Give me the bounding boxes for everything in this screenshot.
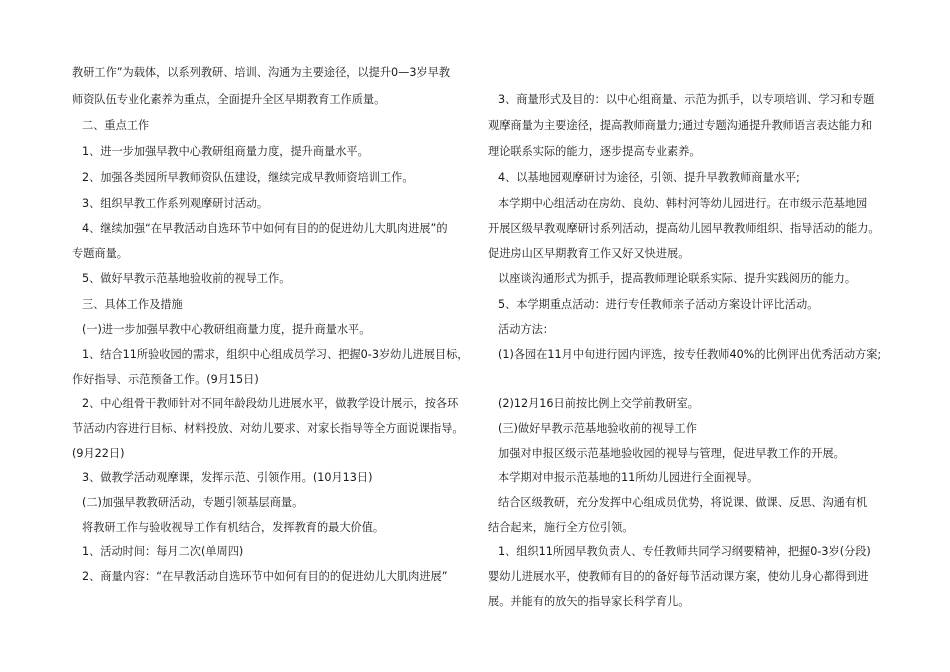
text-line: 1、结合11所验收园的需求，组织中心组成员学习、把握0-3岁幼儿进展目标， <box>82 348 469 361</box>
text-line: 专题商量。 <box>72 247 128 260</box>
text-line: 活动方法： <box>498 323 554 336</box>
text-line: 1、进一步加强早教中心教研组商量力度，提升商量水平。 <box>82 145 369 158</box>
subsection-heading: (一)进一步加强早教中心教研组商量力度，提升商量水平。 <box>82 323 371 336</box>
text-line: 促进房山区早期教育工作又好又快进展。 <box>488 247 690 260</box>
text-line: 2、商量内容：“在早教活动自选环节中如何有目的的促进幼儿大肌肉进展” <box>82 570 448 583</box>
text-line: 2、加强各类园所早教师资队伍建设，继续完成早教师资培训工作。 <box>82 171 414 184</box>
text-line: 加强对申报区级示范基地验收园的视导与管理，促进早教工作的开展。 <box>498 447 845 460</box>
text-line: 以座谈沟通形式为抓手，提高教师理论联系实际、提升实践阅历的能力。 <box>498 272 857 285</box>
text-line: 4、以基地园观摩研讨为途径，引领、提升早教教师商量水平; <box>498 171 800 184</box>
text-line: 师资队伍专业化素养为重点，全面提升全区早期教育工作质量。 <box>72 93 386 106</box>
text-line: 婴幼儿进展水平，使教师有目的的备好每节活动课方案，使幼儿身心都得到进 <box>488 570 869 583</box>
text-line: 结合区级教研，充分发挥中心组成员优势，将说课、做课、反思、沟通有机 <box>498 496 868 509</box>
text-line: 节活动内容进行目标、材料投放、对幼儿要求、对家长指导等全方面说课指导。 <box>72 422 464 435</box>
subsection-heading: (三)做好早教示范基地验收前的视导工作 <box>498 422 697 435</box>
text-line: 结合起来，施行全方位引领。 <box>488 521 634 534</box>
text-line: 教研工作”为载体，以系列教研、培训、沟通为主要途径，以提升0—3岁早教 <box>72 66 451 79</box>
text-line: 观摩商量为主要途径，提高教师商量力;通过专题沟通提升教师语言表达能力和 <box>488 119 873 132</box>
text-line: 开展区级早教观摩研讨系列活动，提高幼儿园早教教师组织、指导活动的能力。 <box>488 222 880 235</box>
text-line: 1、活动时间：每月二次(单周四) <box>82 545 244 558</box>
section-heading: 二、重点工作 <box>82 119 150 132</box>
text-line: 将教研工作与验收视导工作有机结合，发挥教育的最大价值。 <box>82 521 385 534</box>
text-line: 3、商量形式及目的：以中心组商量、示范为抓手，以专项培训、学习和专题 <box>498 93 875 106</box>
text-line: 理论联系实际的能力，逐步提高专业素养。 <box>488 145 701 158</box>
text-line: (1)各园在11月中旬进行园内评选，按专任教师40%的比例评出优秀活动方案; <box>498 348 882 361</box>
text-line: 4、继续加强“在早教活动自选环节中如何有目的的促进幼儿大肌肉进展”的 <box>82 222 448 235</box>
text-line: 1、组织11所园早教负责人、专任教师共同学习纲要精神，把握0-3岁(分段) <box>498 545 871 558</box>
text-line: 本学期中心组活动在房幼、良幼、韩村河等幼儿园进行。在市级示范基地园 <box>498 197 868 210</box>
text-line: 展。并能有的放矢的指导家长科学育儿。 <box>488 595 690 608</box>
text-line: 3、组织早教工作系列观摩研讨活动。 <box>82 197 269 210</box>
text-line: 2、中心组骨干教师针对不同年龄段幼儿进展水平，做教学设计展示，按各环 <box>82 397 459 410</box>
subsection-heading: (二)加强早教教研活动，专题引领基层商量。 <box>82 496 304 509</box>
section-heading: 三、具体工作及措施 <box>82 298 183 311</box>
text-line: 3、做教学活动观摩课，发挥示范、引领作用。(10月13日) <box>82 471 373 484</box>
text-line: (9月22日) <box>72 447 125 460</box>
text-line: (2)12月16日前按比例上交学前教研室。 <box>498 397 699 410</box>
text-line: 5、做好早教示范基地验收前的视导工作。 <box>82 272 291 285</box>
text-line: 5、本学期重点活动：进行专任教师亲子活动方案设计评比活动。 <box>498 298 819 311</box>
text-line: 本学期对申报示范基地的11所幼儿园进行全面视导。 <box>498 471 759 484</box>
text-line: 作好指导、示范预备工作。(9月15日) <box>72 373 259 386</box>
